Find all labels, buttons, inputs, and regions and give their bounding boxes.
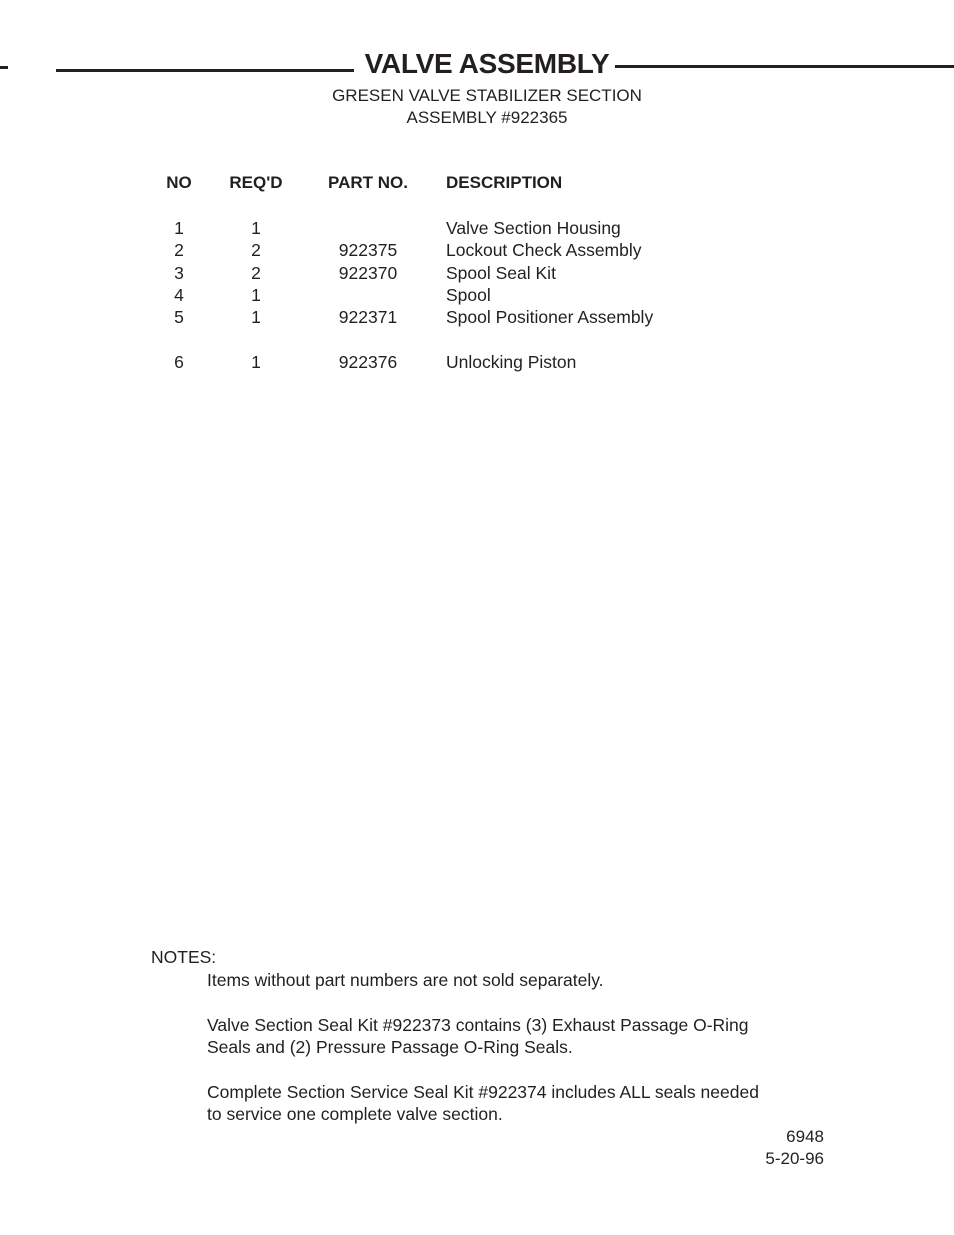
note-text: Seals and (2) Pressure Passage O-Ring Seals. (207, 1037, 573, 1057)
table-row (0, 218, 954, 240)
item-number: 5 (174, 307, 184, 327)
notes-label: NOTES: (151, 947, 217, 967)
part-number: 922370 (338, 263, 398, 283)
part-number: 922375 (338, 240, 398, 260)
item-number: 1 (174, 218, 184, 238)
note-text: Items without part numbers are not sold separately. (207, 970, 604, 990)
document-date: 5-20-96 (765, 1149, 824, 1168)
quantity-required: 1 (251, 307, 261, 327)
note-text: Valve Section Seal Kit #922373 contains (3) Exhaust Passage O-Ring (207, 1015, 749, 1035)
part-description: Valve Section Housing (446, 218, 621, 238)
quantity-required: 2 (251, 240, 261, 260)
part-description: Spool Positioner Assembly (446, 307, 654, 327)
part-number: 922371 (338, 307, 398, 327)
table-row (0, 285, 954, 307)
part-description: Spool Seal Kit (446, 263, 556, 283)
column-header-no: NO (166, 173, 192, 192)
table-row (0, 307, 954, 329)
quantity-required: 2 (251, 263, 261, 283)
part-description: Spool (446, 285, 491, 305)
table-row (0, 240, 954, 262)
table-row (0, 263, 954, 285)
part-description: Lockout Check Assembly (446, 240, 642, 260)
table-row (0, 352, 954, 374)
page-title: VALVE ASSEMBLY (364, 48, 610, 79)
quantity-required: 1 (251, 285, 261, 305)
part-number: 922376 (338, 352, 398, 372)
column-header-reqd: REQ'D (229, 173, 283, 192)
document-number: 6948 (786, 1127, 824, 1146)
quantity-required: 1 (251, 352, 261, 372)
note-text: Complete Section Service Seal Kit #922374 includes ALL seals needed (207, 1082, 759, 1102)
column-header-description: DESCRIPTION (446, 173, 563, 192)
item-number: 4 (174, 285, 184, 305)
part-description: Unlocking Piston (446, 352, 577, 372)
note-text: to service one complete valve section. (207, 1104, 503, 1124)
item-number: 2 (174, 240, 184, 260)
column-header-part-no: PART NO. (328, 173, 408, 192)
item-number: 6 (174, 352, 184, 372)
section-subtitle: GRESEN VALVE STABILIZER SECTION (332, 86, 642, 105)
quantity-required: 1 (251, 218, 261, 238)
assembly-number: ASSEMBLY #922365 (406, 108, 568, 127)
item-number: 3 (174, 263, 184, 283)
